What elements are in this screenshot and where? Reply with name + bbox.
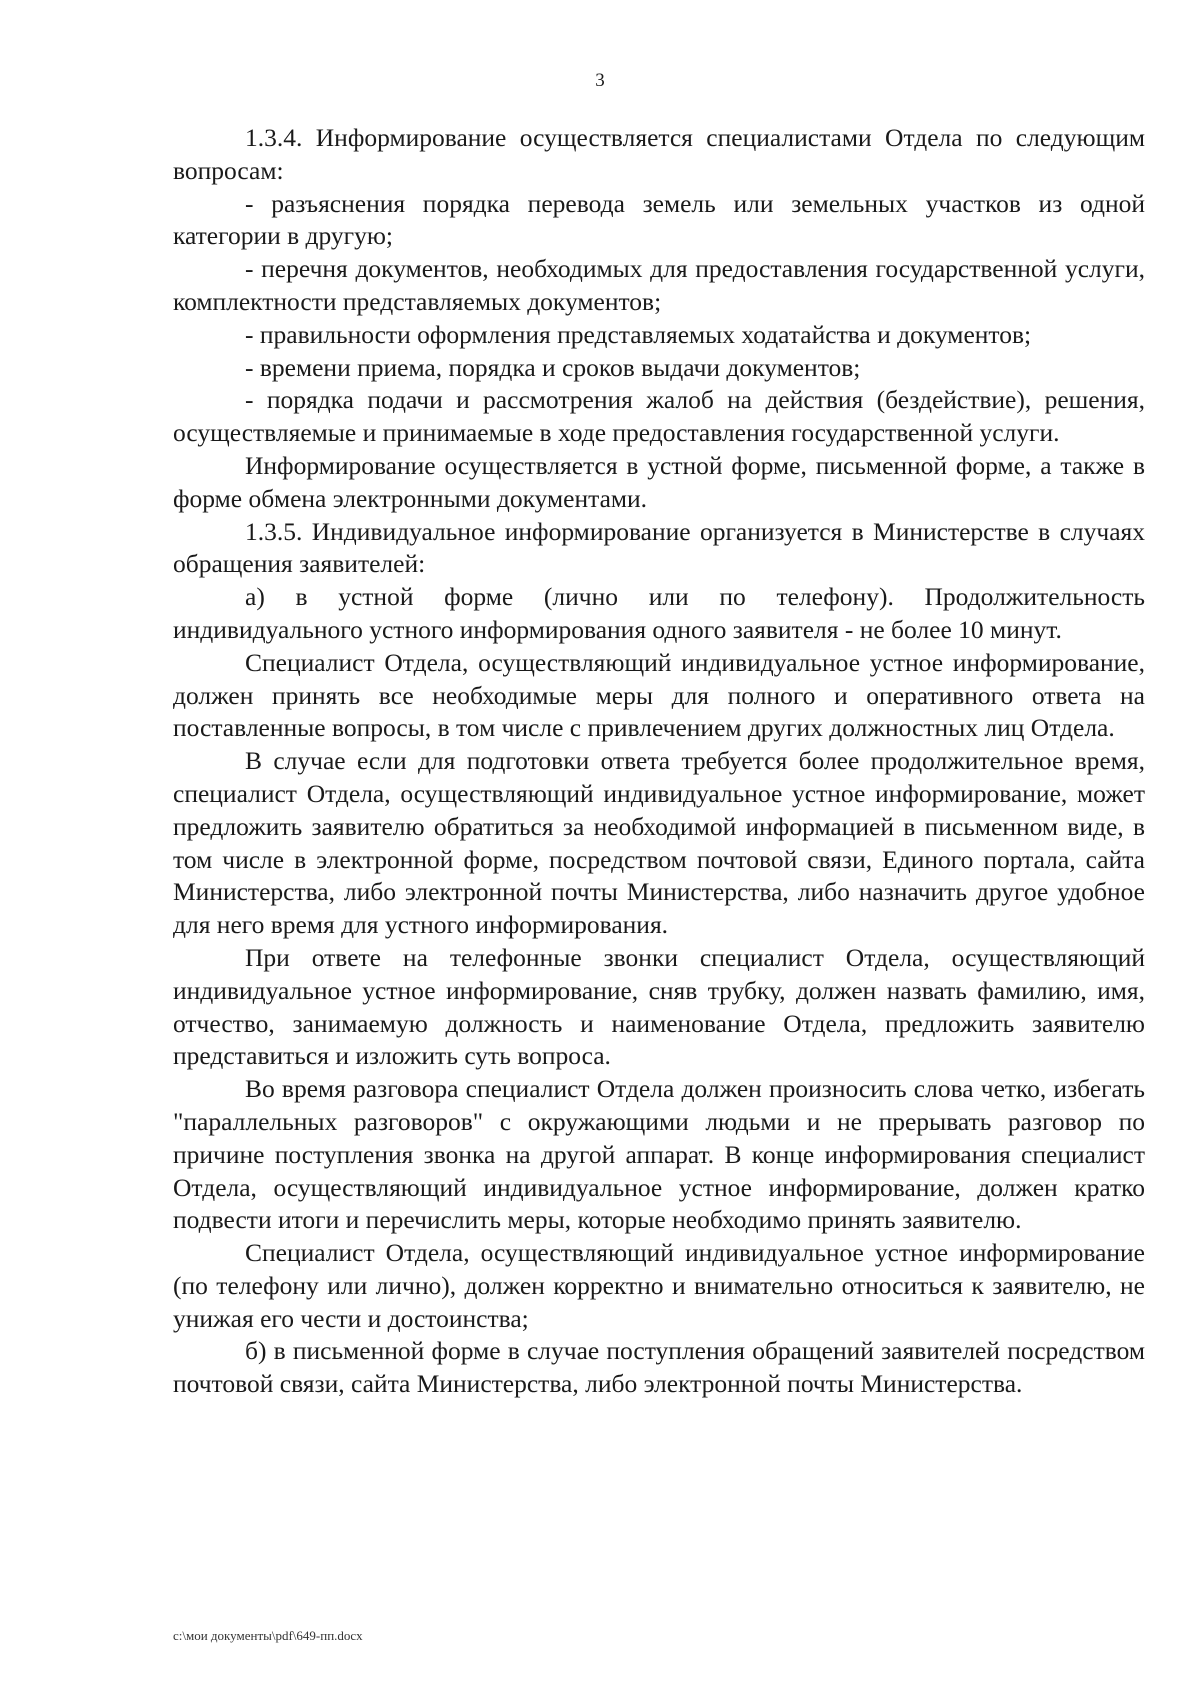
document-body (173, 122, 1145, 1401)
paragraph-forms: Информирование осуществляется в устной форме, письменной форме, а также в форме обмена электронными документами. (173, 450, 1145, 513)
paragraph-conversation: Во время разговора специалист Отдела должен произносить слова четко, избегать "параллельных разговоров" с окружающими людьми и не прерывать разговор по причине поступления звонка на другой аппарат. В конце информирования специалист Отдела, осуществляющий индивидуальное устное информирование, должен кратко подвести итоги и перечислить меры, которые необходимо принять заявителю. (173, 1074, 1145, 1235)
paragraph-courtesy: Специалист Отдела, осуществляющий индивидуальное устное информирование (по телефону или лично), должен корректно и внимательно относиться к заявителю, не унижая его чести и достоинства; (173, 1238, 1145, 1333)
paragraph-phone-calls: При ответе на телефонные звонки специалист Отдела, осуществляющий индивидуальное устное информирование, сняв трубку, должен назвать фамилию, имя, отчество, занимаемую должность и наименование Отдела, предложить заявителю представиться и изложить суть вопроса. (173, 942, 1145, 1071)
paragraph-written-form: б) в письменной форме в случае поступления обращений заявителей посредством почтовой связи, сайта Министерства, либо электронной почты Министерства. (173, 1336, 1145, 1399)
footer-file-path: c:\мои документы\pdf\649-пп.docx (173, 1628, 363, 1643)
paragraph-1-3-4: 1.3.4. Информирование осуществляется специалистами Отдела по следующим вопросам: (173, 123, 1145, 185)
paragraph-specialist-measures: Специалист Отдела, осуществляющий индивидуальное устное информирование, должен принять все необходимые меры для полного и оперативного ответа на поставленные вопросы, в том числе с привлечением других должностных лиц Отдела. (173, 647, 1145, 743)
list-item-documents: - перечня документов, необходимых для предоставления государственной услуги, комплектности представляемых документов; (173, 254, 1145, 316)
paragraph-oral-form: а) в устной форме (лично или по телефону). Продолжительность индивидуального устного информирования одного заявителя - не более 10 минут. (173, 582, 1145, 644)
paragraph-1-3-5: 1.3.5. Индивидуальное информирование организуется в Министерстве в случаях обращения заявителей: (173, 516, 1145, 579)
list-item-explanation: - разъяснения порядка перевода земель или земельных участков из одной категории в другую; (173, 188, 1145, 251)
page-number: 3 (595, 70, 605, 91)
list-item-complaints: - порядка подачи и рассмотрения жалоб на действия (бездействие), решения, осуществляемые и принимаемые в ходе предоставления государственной услуги. (173, 385, 1145, 448)
paragraph-longer-time: В случае если для подготовки ответа требуется более продолжительное время, специалист Отдела, осуществляющий индивидуальное устное информирование, может предложить заявителю обратиться за необходимой информацией в письменном виде, в том числе в электронной форме, посредством почтовой связи, Единого портала, сайта Министерства, либо электронной почты Министерства, либо назначить другое удобное для него время для устного информирования. (173, 746, 1145, 940)
list-item-correctness: - правильности оформления представляемых ходатайства и документов; (245, 319, 1032, 349)
list-item-schedule: - времени приема, порядка и сроков выдачи документов; (245, 352, 861, 382)
